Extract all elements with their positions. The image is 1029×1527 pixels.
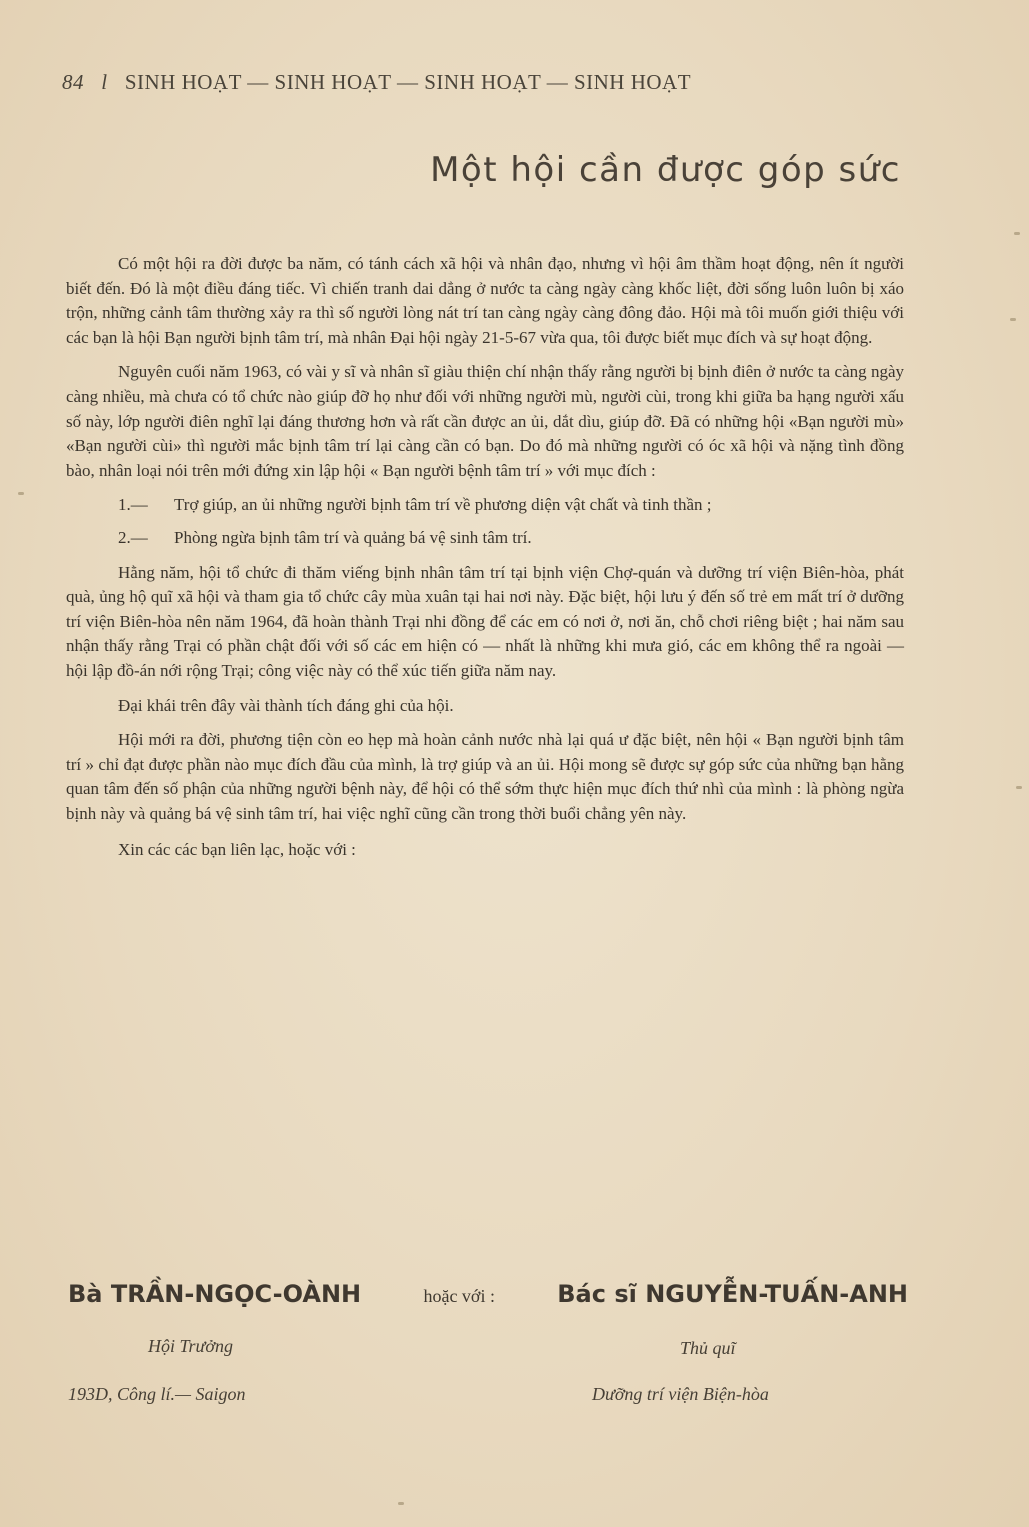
paragraph: Đại khái trên đây vài thành tích đáng ghi của hội. bbox=[118, 695, 454, 715]
running-header bbox=[62, 70, 912, 95]
contact-right-name: Bác sĩ NGUYỄN-TUẤN-ANH bbox=[557, 1280, 908, 1308]
paper-speck bbox=[1016, 786, 1022, 789]
list-item-number: 2.— bbox=[118, 527, 148, 547]
list-item-number: 1.— bbox=[118, 495, 148, 515]
paragraph: Hội mới ra đời, phương tiện còn eo hẹp mà hoàn cảnh nước nhà lại quá ư đặc biệt, nên hội « Bạn người bịnh tâm trí » chỉ đạt được phần nào mục đích đầu của mình, là trợ giúp và an ủi. Hội mong sẽ được sự góp sức của những bạn hằng quan tâm đến số phận của những người bệnh này, để hội có thể sớm thực hiện mục đích thứ nhì của mình : là phòng ngừa bịnh này và quảng bá vệ sinh tâm trí, hai việc nghĩ cũng cần trong thời buổi chẳng yên này. bbox=[66, 730, 904, 823]
contact-left-name: Bà TRẦN-NGỌC-OÀNH bbox=[68, 1280, 362, 1308]
list-item bbox=[66, 493, 904, 518]
contact-left-role: Hội Trưởng bbox=[148, 1336, 233, 1356]
paragraph: Xin các các bạn liên lạc, hoặc với : bbox=[118, 840, 356, 860]
contacts-block bbox=[68, 1280, 908, 1430]
purpose-list bbox=[66, 493, 904, 550]
contact-right-address: Dưỡng trí viện Biện-hòa bbox=[592, 1384, 769, 1404]
contact-left-address: 193D, Công lí.— Saigon bbox=[68, 1384, 246, 1404]
running-title: SINH HOẠT — SINH HOẠT — SINH HOẠT — SINH HOẠT bbox=[124, 70, 692, 94]
page-number: 84 bbox=[62, 70, 84, 94]
paragraph: Hằng năm, hội tổ chức đi thăm viếng bịnh nhân tâm trí tại bịnh viện Chợ-quán và dưỡng trí viện Biên-hòa, phát quà, ủng hộ quĩ xã hội và tham gia tổ chức cây mùa xuân tại hai nơi này. Đặc biệt, hội lưu ý đến số trẻ em mất trí ở dưỡng trí viện Biên-hòa nên năm 1964, đã hoàn thành Trại nhi đồng để các em có nơi ở, nơi ăn, chỗ chơi riêng biệt ; hai năm sau nhận thấy rằng Trại có phần chật đối với số các em hiện có — nhất là những khi mưa gió, các em không thể ra ngoài — hội lập đồ-án nới rộng Trại; công việc này có thể xúc tiến giữa năm nay. bbox=[66, 562, 904, 680]
article-body bbox=[66, 252, 904, 873]
contact-connector: hoặc với : bbox=[423, 1286, 495, 1306]
paper-speck bbox=[398, 1502, 404, 1505]
paragraph: Nguyên cuối năm 1963, có vài y sĩ và nhân sĩ giàu thiện chí nhận thấy rằng người bị bịnh điên ở nước ta càng ngày càng nhiều, mà chưa có tổ chức nào giúp đỡ họ như đối với những người mù, người cùi, trong khi giữa ba hạng người xấu số này, lớp người điên nghĩ lại đáng thương hơn và rất cần được an ủi, dắt dìu, giúp đỡ. Đã có những hội «Bạn người mù» «Bạn người cùi» thì người mắc bịnh tâm trí lại càng cần có bạn. Do đó mà những người có óc xã hội và nặng tình đồng bào, nhân loại nói trên mới đứng xin lập hội « Bạn người bệnh tâm trí » với mục đích : bbox=[66, 362, 904, 480]
paper-speck bbox=[1014, 232, 1020, 235]
list-item-text: Phòng ngừa bịnh tâm trí và quảng bá vệ sinh tâm trí. bbox=[174, 527, 532, 547]
list-item-text: Trợ giúp, an ủi những người bịnh tâm trí về phương diện vật chất và tinh thần ; bbox=[174, 495, 712, 515]
list-item bbox=[66, 526, 904, 551]
header-separator: l bbox=[101, 70, 108, 94]
paper-speck bbox=[18, 492, 24, 495]
paper-speck bbox=[1010, 318, 1016, 321]
article-title: Một hội cần được góp sức bbox=[430, 150, 901, 190]
paragraph: Có một hội ra đời được ba năm, có tánh cách xã hội và nhân đạo, nhưng vì hội âm thầm hoạt động, nên ít người biết đến. Đó là một điều đáng tiếc. Vì chiến tranh dai dẳng ở nước ta càng ngày càng khốc liệt, đời sống luôn luôn bị xáo trộn, những cảnh tâm thường xảy ra thì số người lòng nát trí tan càng ngày càng đông đảo. Hội mà tôi muốn giới thiệu với các bạn là hội Bạn người bịnh tâm trí, mà nhân Đại hội ngày 21-5-67 vừa qua, tôi được biết mục đích và sự hoạt động. bbox=[66, 254, 904, 347]
contact-right-role: Thủ quĩ bbox=[680, 1338, 736, 1358]
contact-names bbox=[68, 1280, 908, 1308]
